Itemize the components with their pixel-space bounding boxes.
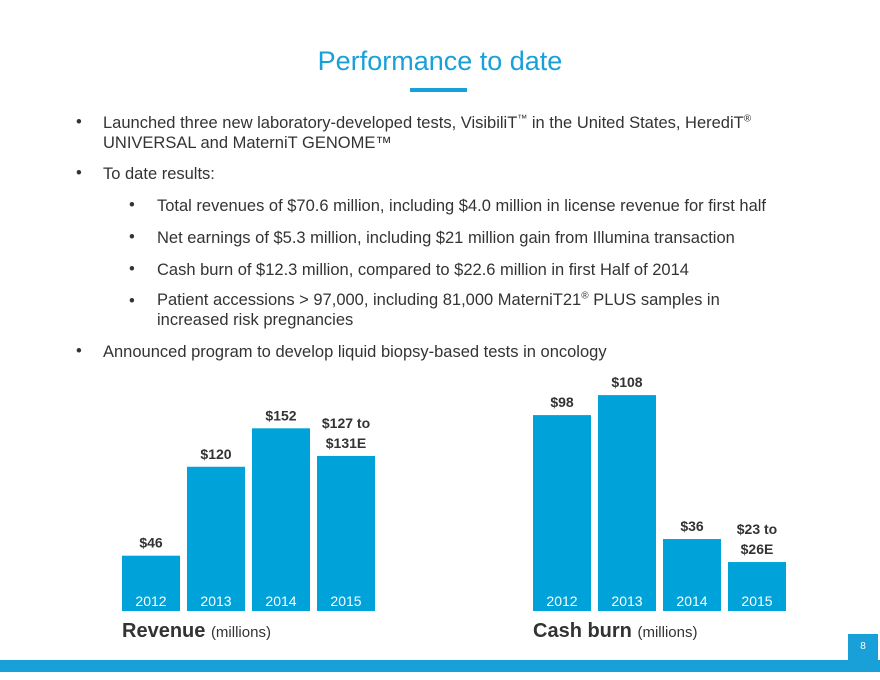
slide-title: Performance to date (317, 46, 563, 76)
bullet-dot: • (76, 342, 82, 360)
cash-burn-bar (598, 395, 656, 611)
cash-burn-tick-label: 2012 (546, 593, 578, 609)
bullet-dot: • (129, 196, 135, 214)
revenue-bar (317, 456, 375, 611)
cash-burn-data-label: $23 to (736, 521, 778, 538)
bullet-dot: • (76, 113, 82, 131)
cash-burn-data-label: $108 (611, 374, 643, 391)
page-number: 8 (848, 634, 878, 660)
bullet-item-3: Total revenues of $70.6 million, including $4.0 million in license revenue for first half (157, 197, 766, 215)
revenue-data-label: $152 (265, 407, 297, 424)
revenue-tick-label: 2013 (200, 593, 232, 609)
revenue-chart-title: Revenue (millions) (122, 620, 271, 642)
revenue-bar (252, 428, 310, 611)
bullet-item-6: Patient accessions > 97,000, including 81,000 MaterniT21® PLUS samples in increased risk pregnancies (157, 290, 720, 329)
bullet-dot: • (129, 292, 135, 310)
cash-burn-data-label: $98 (550, 394, 574, 411)
cash-burn-data-label: $36 (680, 518, 704, 535)
bullet-dot: • (129, 260, 135, 278)
bullet-dot: • (76, 164, 82, 182)
cash-burn-tick-label: 2013 (611, 593, 643, 609)
revenue-data-label: $131E (325, 434, 367, 451)
bullet-item-1: Launched three new laboratory-developed tests, VisibiliT™ in the United States, HerediT® UNIVERSAL and MaterniT GENOME™ (103, 113, 752, 152)
cash-burn-tick-label: 2014 (676, 593, 708, 609)
bullet-item-2: To date results: (103, 165, 215, 183)
revenue-tick-label: 2012 (135, 593, 167, 609)
bullet-dot: • (129, 228, 135, 246)
revenue-data-label: $46 (139, 534, 163, 551)
cash-burn-bar (533, 415, 591, 611)
revenue-data-label: $127 to (321, 414, 371, 431)
bullet-item-7: Announced program to develop liquid biopsy-based tests in oncology (103, 343, 607, 361)
cash-burn-tick-label: 2015 (741, 593, 773, 609)
cash-burn-chart-title: Cash burn (millions) (533, 620, 698, 642)
bullet-item-4: Net earnings of $5.3 million, including $21 million gain from Illumina transaction (157, 229, 735, 247)
footer-bar (0, 660, 880, 672)
revenue-data-label: $120 (200, 445, 232, 462)
bullet-item-5: Cash burn of $12.3 million, compared to $22.6 million in first Half of 2014 (157, 261, 689, 279)
revenue-bar (187, 467, 245, 611)
cash-burn-data-label: $26E (740, 541, 774, 558)
revenue-tick-label: 2014 (265, 593, 297, 609)
revenue-tick-label: 2015 (330, 593, 362, 609)
